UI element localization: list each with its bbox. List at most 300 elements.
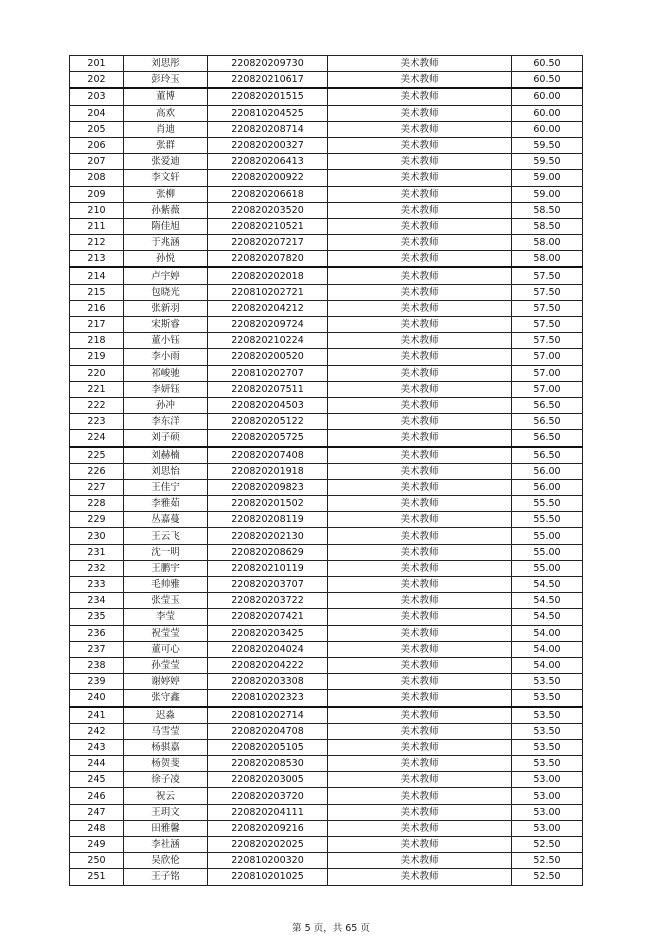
candidate-name: 孙冲 <box>124 397 208 413</box>
table-row <box>70 496 583 512</box>
score: 60.00 <box>512 105 583 121</box>
applied-position: 美术教师 <box>328 756 512 772</box>
table-row <box>70 853 583 869</box>
table-body <box>70 56 583 886</box>
row-number: 203 <box>70 88 124 105</box>
table-row <box>70 121 583 137</box>
applied-position: 美术教师 <box>328 820 512 836</box>
table-row <box>70 300 583 316</box>
score: 58.50 <box>512 218 583 234</box>
row-number: 237 <box>70 641 124 657</box>
row-number: 205 <box>70 121 124 137</box>
table-row <box>70 657 583 673</box>
applied-position: 美术教师 <box>328 593 512 609</box>
exam-ticket-number: 220820210224 <box>208 333 328 349</box>
candidate-name: 谢婷婷 <box>124 674 208 690</box>
exam-ticket-number: 220820207408 <box>208 447 328 464</box>
score: 57.50 <box>512 284 583 300</box>
table-row <box>70 284 583 300</box>
row-number: 215 <box>70 284 124 300</box>
score: 53.50 <box>512 674 583 690</box>
table-row <box>70 772 583 788</box>
exam-ticket-number: 220820204503 <box>208 397 328 413</box>
score: 53.00 <box>512 788 583 804</box>
exam-ticket-number: 220820209216 <box>208 820 328 836</box>
score: 56.50 <box>512 414 583 430</box>
candidate-name: 杨骐嘉 <box>124 739 208 755</box>
score: 54.50 <box>512 593 583 609</box>
applied-position: 美术教师 <box>328 170 512 186</box>
row-number: 222 <box>70 397 124 413</box>
table-row <box>70 218 583 234</box>
applied-position: 美术教师 <box>328 267 512 284</box>
row-number: 244 <box>70 756 124 772</box>
score: 53.00 <box>512 804 583 820</box>
score: 54.00 <box>512 657 583 673</box>
exam-ticket-number: 220820204111 <box>208 804 328 820</box>
row-number: 250 <box>70 853 124 869</box>
table-row <box>70 88 583 105</box>
candidate-name: 李莹 <box>124 609 208 625</box>
exam-ticket-number: 220820207511 <box>208 381 328 397</box>
applied-position: 美术教师 <box>328 707 512 724</box>
candidate-name: 张群 <box>124 137 208 153</box>
candidate-name: 徐子凌 <box>124 772 208 788</box>
table-row <box>70 365 583 381</box>
row-number: 209 <box>70 186 124 202</box>
candidate-name: 丛嘉蔓 <box>124 512 208 528</box>
score: 53.00 <box>512 772 583 788</box>
exam-ticket-number: 220810204525 <box>208 105 328 121</box>
candidate-name: 张爱迪 <box>124 154 208 170</box>
row-number: 236 <box>70 625 124 641</box>
table-row <box>70 251 583 268</box>
table-row <box>70 788 583 804</box>
score: 60.50 <box>512 72 583 89</box>
exam-ticket-number: 220820210521 <box>208 218 328 234</box>
row-number: 251 <box>70 869 124 885</box>
candidate-name: 张守鑫 <box>124 690 208 707</box>
candidate-name: 孙悦 <box>124 251 208 268</box>
candidate-name: 张柳 <box>124 186 208 202</box>
row-number: 207 <box>70 154 124 170</box>
applied-position: 美术教师 <box>328 414 512 430</box>
candidate-name: 肖迪 <box>124 121 208 137</box>
candidate-name: 祁峻驰 <box>124 365 208 381</box>
score: 58.00 <box>512 235 583 251</box>
row-number: 233 <box>70 577 124 593</box>
table-row <box>70 235 583 251</box>
row-number: 231 <box>70 544 124 560</box>
exam-ticket-number: 220820204212 <box>208 300 328 316</box>
page-footer: 第 5 页，共 65 页 <box>292 923 370 934</box>
score: 56.50 <box>512 430 583 447</box>
row-number: 201 <box>70 56 124 72</box>
exam-ticket-number: 220820203425 <box>208 625 328 641</box>
table-row <box>70 414 583 430</box>
exam-ticket-number: 220810202707 <box>208 365 328 381</box>
table-row <box>70 267 583 284</box>
candidate-name: 刘思彤 <box>124 56 208 72</box>
exam-ticket-number: 220820203308 <box>208 674 328 690</box>
table-row <box>70 333 583 349</box>
applied-position: 美术教师 <box>328 528 512 544</box>
table-row <box>70 430 583 447</box>
applied-position: 美术教师 <box>328 496 512 512</box>
applied-position: 美术教师 <box>328 88 512 105</box>
row-number: 234 <box>70 593 124 609</box>
row-number: 235 <box>70 609 124 625</box>
candidate-name: 刘子硕 <box>124 430 208 447</box>
applied-position: 美术教师 <box>328 479 512 495</box>
exam-ticket-number: 220810200320 <box>208 853 328 869</box>
row-number: 238 <box>70 657 124 673</box>
candidate-name: 刘赫楠 <box>124 447 208 464</box>
applied-position: 美术教师 <box>328 463 512 479</box>
candidate-name: 李东洋 <box>124 414 208 430</box>
candidate-name: 彭玲玉 <box>124 72 208 89</box>
score: 56.00 <box>512 463 583 479</box>
score: 60.50 <box>512 56 583 72</box>
candidate-name: 王子铭 <box>124 869 208 885</box>
row-number: 247 <box>70 804 124 820</box>
exam-ticket-number: 220820201918 <box>208 463 328 479</box>
applied-position: 美术教师 <box>328 560 512 576</box>
score: 56.50 <box>512 447 583 464</box>
candidate-name: 高欢 <box>124 105 208 121</box>
candidate-name: 孙莹莹 <box>124 657 208 673</box>
applied-position: 美术教师 <box>328 317 512 333</box>
candidate-name: 董可心 <box>124 641 208 657</box>
candidate-name: 张新羽 <box>124 300 208 316</box>
row-number: 246 <box>70 788 124 804</box>
row-number: 211 <box>70 218 124 234</box>
score: 59.50 <box>512 137 583 153</box>
row-number: 245 <box>70 772 124 788</box>
candidate-name: 卢宇婷 <box>124 267 208 284</box>
row-number: 228 <box>70 496 124 512</box>
table-row <box>70 869 583 885</box>
applied-position: 美术教师 <box>328 154 512 170</box>
applied-position: 美术教师 <box>328 609 512 625</box>
score: 57.00 <box>512 365 583 381</box>
exam-ticket-number: 220820201515 <box>208 88 328 105</box>
table-row <box>70 186 583 202</box>
candidate-name: 宋斯睿 <box>124 317 208 333</box>
candidate-name: 祝云 <box>124 788 208 804</box>
applied-position: 美术教师 <box>328 137 512 153</box>
row-number: 226 <box>70 463 124 479</box>
score: 54.00 <box>512 625 583 641</box>
score: 57.50 <box>512 317 583 333</box>
score: 55.00 <box>512 544 583 560</box>
table-row <box>70 837 583 853</box>
score: 59.50 <box>512 154 583 170</box>
candidate-name: 王鹏宇 <box>124 560 208 576</box>
applied-position: 美术教师 <box>328 186 512 202</box>
row-number: 208 <box>70 170 124 186</box>
table-row <box>70 739 583 755</box>
table-row <box>70 820 583 836</box>
applied-position: 美术教师 <box>328 300 512 316</box>
applied-position: 美术教师 <box>328 218 512 234</box>
applied-position: 美术教师 <box>328 625 512 641</box>
table-row <box>70 349 583 365</box>
table-row <box>70 479 583 495</box>
candidate-name: 董小钰 <box>124 333 208 349</box>
table-row <box>70 137 583 153</box>
row-number: 239 <box>70 674 124 690</box>
exam-ticket-number: 220820202025 <box>208 837 328 853</box>
applied-position: 美术教师 <box>328 723 512 739</box>
score: 57.50 <box>512 267 583 284</box>
table-row <box>70 593 583 609</box>
applied-position: 美术教师 <box>328 349 512 365</box>
candidate-name: 李文轩 <box>124 170 208 186</box>
applied-position: 美术教师 <box>328 381 512 397</box>
score: 54.50 <box>512 609 583 625</box>
row-number: 230 <box>70 528 124 544</box>
score: 53.50 <box>512 707 583 724</box>
row-number: 243 <box>70 739 124 755</box>
candidate-name: 王云飞 <box>124 528 208 544</box>
table-row <box>70 625 583 641</box>
applied-position: 美术教师 <box>328 739 512 755</box>
score: 55.50 <box>512 512 583 528</box>
score: 55.50 <box>512 496 583 512</box>
exam-ticket-number: 220820207217 <box>208 235 328 251</box>
candidate-name: 李雅茹 <box>124 496 208 512</box>
row-number: 248 <box>70 820 124 836</box>
score: 52.50 <box>512 853 583 869</box>
candidate-name: 李小雨 <box>124 349 208 365</box>
table-row <box>70 317 583 333</box>
candidate-name: 迟淼 <box>124 707 208 724</box>
score: 53.50 <box>512 739 583 755</box>
row-number: 217 <box>70 317 124 333</box>
score: 57.50 <box>512 333 583 349</box>
exam-ticket-number: 220820208119 <box>208 512 328 528</box>
table-row <box>70 512 583 528</box>
applied-position: 美术教师 <box>328 365 512 381</box>
exam-ticket-number: 220820202018 <box>208 267 328 284</box>
table-row <box>70 72 583 89</box>
table-row <box>70 202 583 218</box>
table-row <box>70 804 583 820</box>
score: 58.00 <box>512 251 583 268</box>
applied-position: 美术教师 <box>328 674 512 690</box>
candidate-name: 包晓光 <box>124 284 208 300</box>
applied-position: 美术教师 <box>328 430 512 447</box>
exam-ticket-number: 220820208714 <box>208 121 328 137</box>
candidate-name: 沈一明 <box>124 544 208 560</box>
candidate-name: 隋佳旭 <box>124 218 208 234</box>
row-number: 240 <box>70 690 124 707</box>
candidate-name: 刘思怡 <box>124 463 208 479</box>
row-number: 225 <box>70 447 124 464</box>
score: 57.50 <box>512 300 583 316</box>
applied-position: 美术教师 <box>328 577 512 593</box>
row-number: 221 <box>70 381 124 397</box>
score: 59.00 <box>512 170 583 186</box>
exam-ticket-number: 220820201502 <box>208 496 328 512</box>
applied-position: 美术教师 <box>328 772 512 788</box>
exam-ticket-number: 220820209724 <box>208 317 328 333</box>
row-number: 210 <box>70 202 124 218</box>
score: 57.00 <box>512 381 583 397</box>
table-row <box>70 463 583 479</box>
score: 52.50 <box>512 837 583 853</box>
row-number: 219 <box>70 349 124 365</box>
candidate-name: 李妍钰 <box>124 381 208 397</box>
table-row <box>70 674 583 690</box>
row-number: 223 <box>70 414 124 430</box>
row-number: 213 <box>70 251 124 268</box>
applied-position: 美术教师 <box>328 251 512 268</box>
score: 52.50 <box>512 869 583 885</box>
exam-ticket-number: 220820208530 <box>208 756 328 772</box>
exam-ticket-number: 220820207421 <box>208 609 328 625</box>
candidate-name: 董博 <box>124 88 208 105</box>
candidate-name: 杨贺斐 <box>124 756 208 772</box>
score: 56.00 <box>512 479 583 495</box>
row-number: 216 <box>70 300 124 316</box>
exam-ticket-number: 220820203005 <box>208 772 328 788</box>
exam-ticket-number: 220820203722 <box>208 593 328 609</box>
score: 58.50 <box>512 202 583 218</box>
row-number: 232 <box>70 560 124 576</box>
exam-ticket-number: 220820205725 <box>208 430 328 447</box>
table-row <box>70 577 583 593</box>
exam-ticket-number: 220820200520 <box>208 349 328 365</box>
applied-position: 美术教师 <box>328 641 512 657</box>
candidate-name: 李社涵 <box>124 837 208 853</box>
row-number: 212 <box>70 235 124 251</box>
exam-ticket-number: 220810202323 <box>208 690 328 707</box>
exam-ticket-number: 220820204222 <box>208 657 328 673</box>
score: 60.00 <box>512 121 583 137</box>
score: 57.00 <box>512 349 583 365</box>
row-number: 224 <box>70 430 124 447</box>
row-number: 206 <box>70 137 124 153</box>
table-row <box>70 381 583 397</box>
table-row <box>70 447 583 464</box>
candidate-name: 毛帅雅 <box>124 577 208 593</box>
row-number: 214 <box>70 267 124 284</box>
applied-position: 美术教师 <box>328 397 512 413</box>
exam-ticket-number: 220810202714 <box>208 707 328 724</box>
score: 53.50 <box>512 690 583 707</box>
exam-ticket-number: 220820203707 <box>208 577 328 593</box>
candidate-name: 王玥文 <box>124 804 208 820</box>
exam-ticket-number: 220810202721 <box>208 284 328 300</box>
candidate-name: 王佳宁 <box>124 479 208 495</box>
exam-ticket-number: 220820205122 <box>208 414 328 430</box>
table-row <box>70 105 583 121</box>
exam-ticket-number: 220810201025 <box>208 869 328 885</box>
table-row <box>70 154 583 170</box>
exam-ticket-number: 220820208629 <box>208 544 328 560</box>
score: 60.00 <box>512 88 583 105</box>
applied-position: 美术教师 <box>328 284 512 300</box>
table-row <box>70 528 583 544</box>
candidate-name: 孙紫薇 <box>124 202 208 218</box>
exam-ticket-number: 220820206618 <box>208 186 328 202</box>
applied-position: 美术教师 <box>328 788 512 804</box>
row-number: 227 <box>70 479 124 495</box>
exam-ticket-number: 220820210617 <box>208 72 328 89</box>
exam-ticket-number: 220820205105 <box>208 739 328 755</box>
table-row <box>70 609 583 625</box>
applied-position: 美术教师 <box>328 690 512 707</box>
table-row <box>70 170 583 186</box>
candidate-name: 祝莹莹 <box>124 625 208 641</box>
exam-ticket-number: 220820202130 <box>208 528 328 544</box>
score: 55.00 <box>512 528 583 544</box>
applied-position: 美术教师 <box>328 512 512 528</box>
applied-position: 美术教师 <box>328 853 512 869</box>
score: 54.00 <box>512 641 583 657</box>
candidate-name: 吴欣伦 <box>124 853 208 869</box>
score: 53.50 <box>512 756 583 772</box>
candidate-name: 张莹玉 <box>124 593 208 609</box>
applied-position: 美术教师 <box>328 837 512 853</box>
score: 53.50 <box>512 723 583 739</box>
applied-position: 美术教师 <box>328 56 512 72</box>
applied-position: 美术教师 <box>328 544 512 560</box>
exam-ticket-number: 220820204024 <box>208 641 328 657</box>
table-row <box>70 707 583 724</box>
row-number: 220 <box>70 365 124 381</box>
table-row <box>70 641 583 657</box>
applied-position: 美术教师 <box>328 657 512 673</box>
exam-ticket-number: 220820203520 <box>208 202 328 218</box>
exam-ticket-number: 220820207820 <box>208 251 328 268</box>
table-row <box>70 756 583 772</box>
score: 56.50 <box>512 397 583 413</box>
table-row <box>70 544 583 560</box>
applied-position: 美术教师 <box>328 447 512 464</box>
row-number: 249 <box>70 837 124 853</box>
row-number: 229 <box>70 512 124 528</box>
applied-position: 美术教师 <box>328 804 512 820</box>
row-number: 242 <box>70 723 124 739</box>
score: 55.00 <box>512 560 583 576</box>
exam-ticket-number: 220820209730 <box>208 56 328 72</box>
applied-position: 美术教师 <box>328 105 512 121</box>
row-number: 218 <box>70 333 124 349</box>
score-table <box>69 55 583 886</box>
candidate-name: 田雅馨 <box>124 820 208 836</box>
table-row <box>70 690 583 707</box>
exam-ticket-number: 220820200327 <box>208 137 328 153</box>
table-row <box>70 397 583 413</box>
table-row <box>70 560 583 576</box>
exam-ticket-number: 220820203720 <box>208 788 328 804</box>
exam-ticket-number: 220820200922 <box>208 170 328 186</box>
score: 53.00 <box>512 820 583 836</box>
applied-position: 美术教师 <box>328 333 512 349</box>
applied-position: 美术教师 <box>328 72 512 89</box>
exam-ticket-number: 220820206413 <box>208 154 328 170</box>
applied-position: 美术教师 <box>328 235 512 251</box>
candidate-name: 于兆涵 <box>124 235 208 251</box>
exam-ticket-number: 220820210119 <box>208 560 328 576</box>
exam-ticket-number: 220820209823 <box>208 479 328 495</box>
row-number: 241 <box>70 707 124 724</box>
applied-position: 美术教师 <box>328 202 512 218</box>
table-row <box>70 56 583 72</box>
